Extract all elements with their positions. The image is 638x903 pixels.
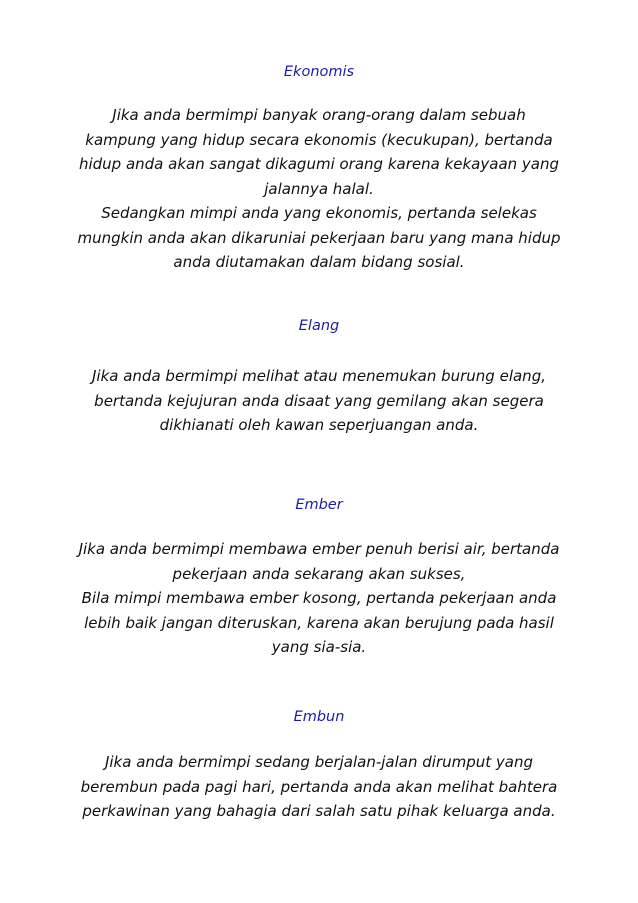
body-line: kampung yang hidup secara ekonomis (kecukupan), bertanda bbox=[85, 130, 553, 149]
body-line: yang sia-sia. bbox=[271, 638, 367, 656]
body-line: perkawinan yang bahagia dari salah satu pihak keluarga anda. bbox=[82, 802, 556, 820]
body-line: Jika anda bermimpi sedang berjalan-jalan dirumput yang bbox=[104, 753, 534, 771]
section-body-ember bbox=[50, 537, 588, 660]
body-line: Jika anda bermimpi membawa ember penuh berisi air, bertanda bbox=[78, 540, 560, 558]
section-title-embun: Embun bbox=[293, 709, 345, 725]
body-line: jalannya halal. bbox=[264, 179, 374, 198]
body-line: lebih baik jangan diteruskan, karena akan berujung pada hasil bbox=[84, 613, 554, 632]
body-line: berembun pada pagi hari, pertanda anda akan melihat bahtera bbox=[80, 777, 558, 796]
section-body-ekonomis bbox=[50, 103, 588, 275]
body-line: pekerjaan anda sekarang akan sukses, bbox=[172, 564, 466, 583]
section-title-ember: Ember bbox=[295, 497, 343, 513]
body-line: mungkin anda akan dikaruniai pekerjaan baru yang mana hidup bbox=[77, 228, 561, 247]
section-body-elang bbox=[50, 364, 588, 438]
body-line: anda diutamakan dalam bidang sosial. bbox=[173, 253, 465, 271]
body-line: Jika anda bermimpi banyak orang-orang dalam sebuah bbox=[112, 106, 526, 124]
section-body-embun bbox=[50, 750, 588, 824]
body-line: Jika anda bermimpi melihat atau menemukan burung elang, bbox=[92, 367, 546, 385]
body-line: Bila mimpi membawa ember kosong, pertanda pekerjaan anda bbox=[81, 589, 557, 607]
section-title-ekonomis: Ekonomis bbox=[283, 64, 355, 80]
body-line: bertanda kejujuran anda disaat yang gemilang akan segera bbox=[94, 391, 544, 410]
body-line: dikhianati oleh kawan seperjuangan anda. bbox=[159, 416, 479, 434]
section-title-elang: Elang bbox=[298, 318, 340, 334]
body-line: hidup anda akan sangat dikagumi orang karena kekayaan yang bbox=[78, 155, 560, 173]
body-line: Sedangkan mimpi anda yang ekonomis, pertanda selekas bbox=[101, 204, 537, 222]
